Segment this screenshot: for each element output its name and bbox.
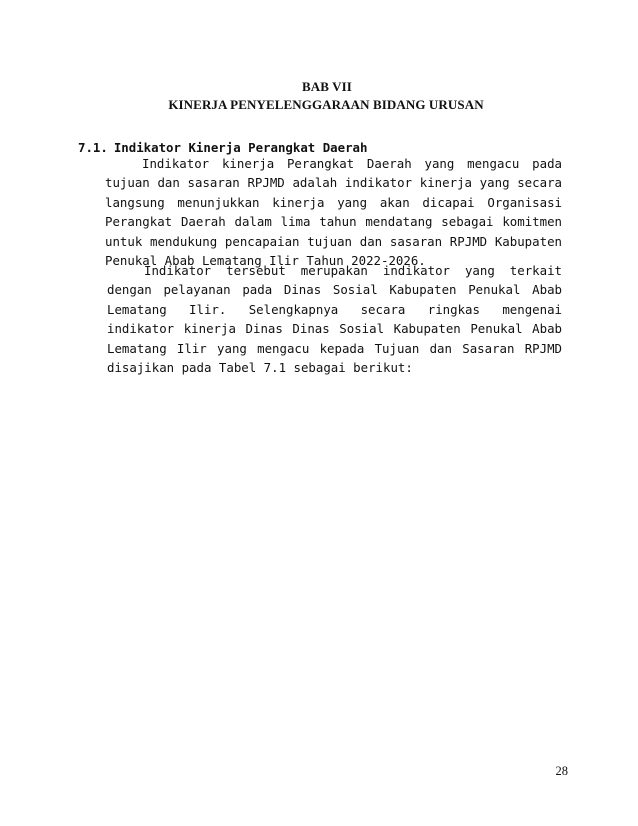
chapter-number: BAB VII xyxy=(302,79,352,94)
body-paragraph-2: Indikator tersebut merupakan indikator yang terkait dengan pelayanan pada Dinas Sosial Kabupaten Penukal Abab Lematang Ilir. Selengkapnya secara ringkas mengenai indikator kinerja Dinas Dinas Sosial Kabupaten Penukal Abab Lematang Ilir yang mengacu kepada Tujuan dan Sasaran RPJMD disajikan pada Tabel 7.1 sebagai berikut: xyxy=(107,263,562,376)
page-number: 28 xyxy=(555,764,568,778)
section-number: 7.1. xyxy=(78,140,108,155)
section-title: Indikator Kinerja Perangkat Daerah xyxy=(113,140,368,155)
chapter-title: KINERJA PENYELENGGARAAN BIDANG URUSAN xyxy=(168,97,484,112)
section-heading xyxy=(78,140,373,155)
body-paragraph-1: Indikator kinerja Perangkat Daerah yang mengacu pada tujuan dan sasaran RPJMD adalah indikator kinerja yang secara langsung menunjukkan kinerja yang akan dicapai Organisasi Perangkat Daerah dalam lima tahun mendatang sebagai komitmen untuk mendukung pencapaian tujuan dan sasaran RPJMD Kabupaten Penukal Abab Lematang Ilir Tahun 2022-2026. xyxy=(105,156,562,269)
